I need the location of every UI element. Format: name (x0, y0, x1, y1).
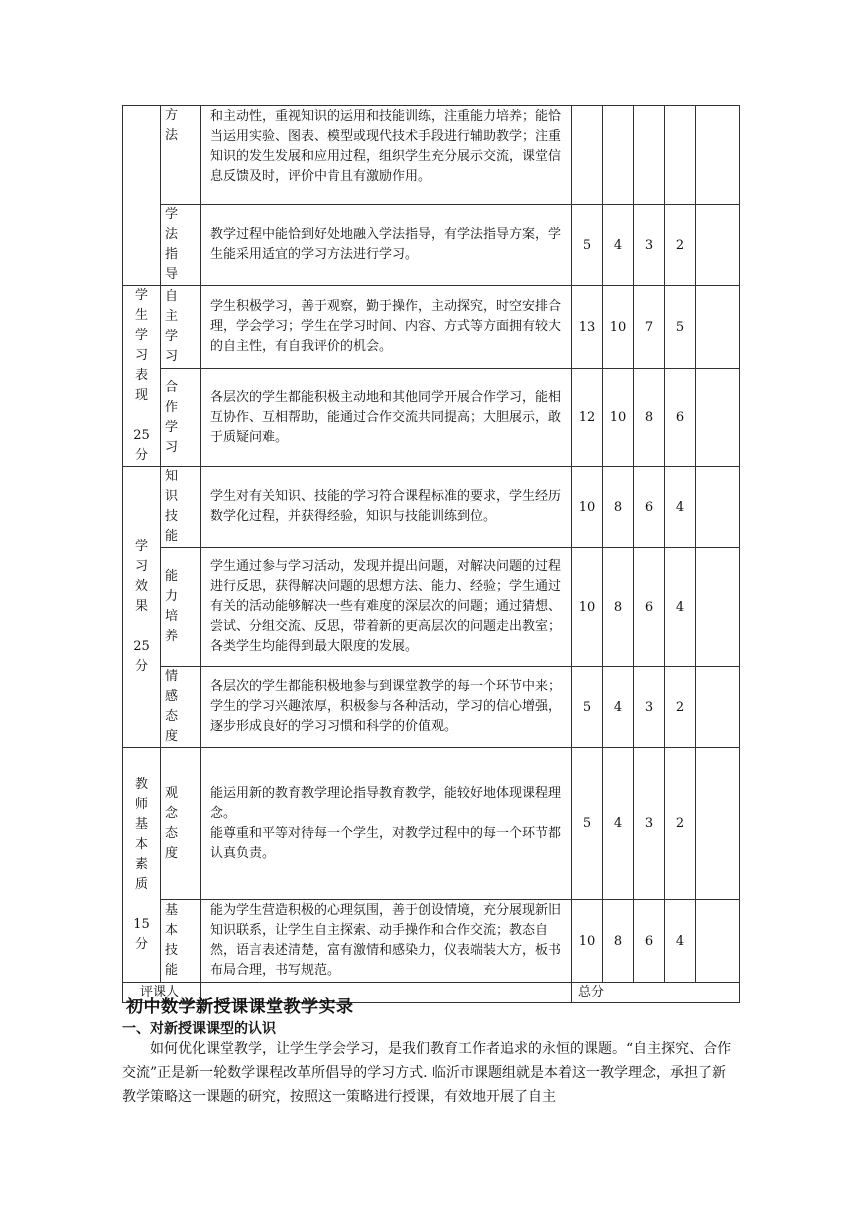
category-label (123, 537, 160, 677)
subcategory-cell (161, 548, 201, 667)
subcategory-char: 知 (165, 469, 179, 484)
rating-cell (696, 667, 740, 748)
subcategory-label (165, 467, 200, 547)
rating-cell (696, 106, 740, 205)
category-char: 生 (134, 308, 148, 323)
score-cell: 5 (572, 205, 603, 286)
category-label (123, 286, 160, 466)
score-cell (665, 106, 696, 205)
evaluation-table (122, 105, 740, 1003)
score-cell: 8 (603, 467, 634, 548)
category-unit: 分 (134, 659, 148, 674)
score-cell: 3 (634, 667, 665, 748)
category-char: 表 (134, 368, 148, 383)
subcategory-char: 作 (165, 399, 179, 415)
category-char: 学 (134, 328, 148, 343)
criteria-line: 能运用新的教育教学理论指导教育教学，能较好地体现课程理念。 (210, 785, 562, 821)
subcategory-char: 技 (165, 509, 179, 524)
score-cell: 4 (603, 205, 634, 286)
score-cell: 4 (603, 667, 634, 748)
subcategory-cell (161, 106, 201, 205)
subcategory-cell (161, 467, 201, 548)
table-row (123, 900, 740, 983)
subcategory-char: 习 (165, 349, 179, 365)
subcategory-cell (161, 667, 201, 748)
score-cell: 3 (634, 205, 665, 286)
rating-cell (696, 748, 740, 900)
criteria-description: 能为学生营造积极的心理氛围，善于创设情境，充分展现新旧知识联系，让学生自主探索、动手操作和合作交流；教态自然，语言表述清楚，富有激情和感染力，仪表端装大方，板书布局合理，书写规范。 (201, 900, 572, 983)
body-paragraph: 如何优化课堂教学，让学生学会学习，是我们教育工作者追求的永恒的课题。“自主探究、合作交流”正是新一轮数学课程改革所倡导的学习方式. 临沂市课题组就是本着这一教学理念，承担了新教学策略这一课题的研究，按照这一策略进行授课，有效地开展了自主 (122, 1041, 732, 1105)
subcategory-cell (161, 369, 201, 467)
category-char: 教 (134, 777, 148, 792)
score-cell: 5 (572, 667, 603, 748)
subcategory-label (165, 106, 200, 146)
score-cell: 4 (665, 900, 696, 983)
subcategory-label (165, 378, 200, 458)
subcategory-label (165, 287, 200, 367)
subcategory-char: 主 (165, 309, 179, 325)
criteria-description: 各层次的学生都能积极地参与到课堂教学的每一个环节中来；学生的学习兴趣浓厚，积极参与各种活动，学习的信心增强，逐步形成良好的学习习惯和科学的价值观。 (201, 667, 572, 748)
score-cell: 4 (665, 467, 696, 548)
subcategory-char: 观 (165, 785, 179, 801)
subcategory-char: 念 (165, 805, 179, 821)
score-cell: 8 (634, 369, 665, 467)
score-cell: 6 (634, 548, 665, 667)
category-points: 15 (133, 917, 150, 932)
subcategory-char: 法 (165, 128, 179, 143)
score-cell: 10 (603, 286, 634, 369)
category-char: 学 (134, 288, 148, 303)
rating-cell (696, 286, 740, 369)
criteria-description: 各层次的学生都能积极主动地和其他同学开展合作学习，能相互协作、互相帮助，能通过合作交流共同提高；大胆展示，敢于质疑问难。 (201, 369, 572, 467)
subcategory-label (165, 784, 200, 864)
subcategory-char: 导 (165, 267, 179, 282)
score-cell: 5 (572, 748, 603, 900)
score-cell: 10 (572, 900, 603, 983)
score-cell: 8 (603, 900, 634, 983)
subcategory-char: 度 (165, 729, 179, 744)
subcategory-char: 本 (165, 923, 179, 938)
category-points: 25 (133, 639, 150, 654)
category-unit: 分 (134, 448, 148, 463)
category-label (123, 775, 160, 955)
category-char: 果 (134, 599, 148, 614)
score-cell: 6 (665, 369, 696, 467)
table-row (123, 548, 740, 667)
subcategory-char: 合 (165, 379, 179, 395)
subcategory-char: 情 (165, 669, 179, 684)
subcategory-char: 培 (165, 609, 179, 624)
score-cell: 5 (665, 286, 696, 369)
subcategory-cell (161, 748, 201, 900)
score-cell: 4 (665, 548, 696, 667)
category-char: 师 (134, 797, 148, 812)
subcategory-char: 养 (165, 629, 179, 644)
subcategory-char: 学 (165, 207, 179, 222)
score-cell: 2 (665, 205, 696, 286)
category-char: 习 (134, 348, 148, 363)
rating-cell (696, 205, 740, 286)
score-cell: 10 (572, 467, 603, 548)
category-char: 素 (134, 857, 148, 872)
rater-label: 评课人 (123, 983, 201, 1003)
criteria-description (201, 748, 572, 900)
score-cell (572, 106, 603, 205)
score-cell: 6 (634, 900, 665, 983)
criteria-line: 能尊重和平等对待每一个学生，对教学过程中的每一个环节都认真负责。 (210, 825, 562, 861)
total-label: 总分 (572, 983, 740, 1003)
category-char: 现 (134, 388, 148, 403)
subcategory-char: 方 (165, 108, 179, 123)
category-char: 学 (134, 539, 148, 554)
subcategory-char: 学 (165, 419, 179, 435)
table-row (123, 286, 740, 369)
subcategory-cell (161, 900, 201, 983)
subcategory-char: 识 (165, 489, 179, 504)
subcategory-char: 学 (165, 329, 179, 345)
table-row (123, 205, 740, 286)
score-cell (634, 106, 665, 205)
rating-cell (696, 369, 740, 467)
score-cell (603, 106, 634, 205)
table-row (123, 106, 740, 205)
score-cell: 12 (572, 369, 603, 467)
criteria-description: 和主动性，重视知识的运用和技能训练，注重能力培养；能恰当运用实验、图表、模型或现代技术手段进行辅助教学；注重知识的发生发展和应用过程，组织学生充分展示交流，课堂信息反馈及时，评价中肯且有激励作用。 (201, 106, 572, 205)
criteria-description: 学生通过参与学习活动，发现并提出问题，对解决问题的过程进行反思，获得解决问题的思想方法、能力、经验；学生通过有关的活动能够解决一些有难度的深层次的问题；通过猜想、尝试、分组交流、反思，带着新的更高层次的问题走出教室；各类学生均能得到最大限度的发展。 (201, 548, 572, 667)
subcategory-char: 能 (165, 963, 179, 978)
category-points: 25 (133, 428, 150, 443)
category-char: 质 (134, 877, 148, 892)
score-cell: 2 (665, 748, 696, 900)
score-cell: 10 (603, 369, 634, 467)
score-cell: 6 (634, 467, 665, 548)
category-char: 习 (134, 559, 148, 574)
subcategory-cell (161, 205, 201, 286)
subcategory-label (165, 667, 200, 747)
criteria-description: 教学过程中能恰到好处地融入学法指导，有学法指导方案，学生能采用适宜的学习方法进行学习。 (201, 205, 572, 286)
subcategory-char: 法 (165, 227, 179, 242)
score-cell: 4 (603, 748, 634, 900)
subcategory-char: 感 (165, 689, 179, 704)
table-row (123, 667, 740, 748)
rating-cell (696, 900, 740, 983)
category-char: 效 (134, 579, 148, 594)
subcategory-label (165, 205, 200, 285)
category-cell (123, 286, 161, 467)
score-cell: 2 (665, 667, 696, 748)
subcategory-char: 态 (165, 825, 179, 841)
subcategory-char: 指 (165, 247, 179, 262)
subcategory-char: 能 (165, 529, 179, 544)
category-cell (123, 748, 161, 983)
subcategory-char: 态 (165, 709, 179, 724)
category-unit: 分 (134, 937, 148, 952)
subcategory-char: 技 (165, 943, 179, 958)
subcategory-label (165, 567, 200, 647)
table-row (123, 748, 740, 900)
subcategory-char: 度 (165, 845, 179, 861)
criteria-description: 学生积极学习，善于观察，勤于操作，主动探究，时空安排合理，学会学习；学生在学习时间、内容、方式等方面拥有较大的自主性，有自我评价的机会。 (201, 286, 572, 369)
subcategory-label (165, 901, 200, 981)
score-cell: 10 (572, 548, 603, 667)
section-heading: 一、对新授课课型的认识 (122, 1021, 276, 1037)
score-cell: 8 (603, 548, 634, 667)
rating-cell (696, 548, 740, 667)
category-cell (123, 467, 161, 748)
category-char: 本 (134, 837, 148, 852)
subcategory-char: 力 (165, 589, 179, 604)
criteria-description: 学生对有关知识、技能的学习符合课程标准的要求，学生经历数学化过程，并获得经验，知识与技能训练到位。 (201, 467, 572, 548)
table-row (123, 467, 740, 548)
subcategory-char: 习 (165, 439, 179, 455)
score-cell: 7 (634, 286, 665, 369)
score-cell: 13 (572, 286, 603, 369)
category-cell-continued (123, 106, 161, 286)
subcategory-char: 自 (165, 289, 179, 305)
category-char: 基 (134, 817, 148, 832)
rating-cell (696, 467, 740, 548)
table-row (123, 369, 740, 467)
subcategory-char: 基 (165, 903, 179, 918)
article-title: 初中数学新授课课堂教学实录 (126, 997, 354, 1017)
score-cell: 3 (634, 748, 665, 900)
subcategory-char: 能 (165, 569, 179, 584)
subcategory-cell (161, 286, 201, 369)
